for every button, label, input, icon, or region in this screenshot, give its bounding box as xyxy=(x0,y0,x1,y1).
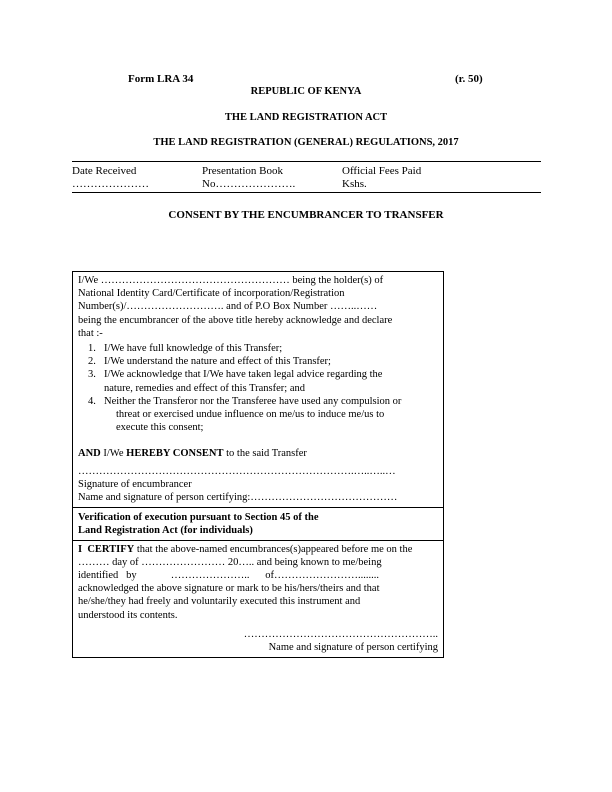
official-fees-label: Official Fees Paid xyxy=(342,165,422,177)
list-item-text: nature, remedies and effect of this Transfer; and xyxy=(104,382,305,394)
list-item-number: 4. xyxy=(88,395,96,407)
date-received-label: Date Received xyxy=(72,165,137,177)
certify-day-line: ……… day of …………………… 20….. and being known to me/being xyxy=(78,556,382,568)
hereby-consent-line xyxy=(78,447,438,460)
form-number: Form LRA 34 xyxy=(128,73,194,85)
declaration-list xyxy=(78,342,438,434)
certify-word: CERTIFY xyxy=(87,543,135,555)
certifier-dotted-line: ……………………………………………….. xyxy=(243,628,438,640)
regulations-heading: THE LAND REGISTRATION (GENERAL) REGULATIONS, 2017 xyxy=(153,137,459,148)
presentation-book-number: No…………………. xyxy=(202,178,296,190)
office-row-bottom-rule xyxy=(72,192,541,193)
rule-reference: (r. 50) xyxy=(455,73,483,85)
official-fees-amount: Kshs. xyxy=(342,178,367,190)
document-title: CONSENT BY THE ENCUMBRANCER TO TRANSFER xyxy=(168,209,444,221)
verification-section xyxy=(73,507,443,539)
id-line: National Identity Card/Certificate of incorporation/Registration xyxy=(78,288,345,300)
list-item xyxy=(78,342,438,355)
presentation-book-label: Presentation Book xyxy=(202,165,283,177)
encumbrancer-signature-label: Signature of encumbrancer xyxy=(78,478,192,490)
and-suffix-text: to the said Transfer xyxy=(223,448,307,460)
consent-form-box xyxy=(72,271,444,658)
certifier-signature-caption: Name and signature of person certifying xyxy=(268,642,438,654)
list-item xyxy=(78,368,438,394)
verification-heading-continued: Land Registration Act (for individuals) xyxy=(78,525,253,537)
list-item xyxy=(78,355,438,368)
certify-section xyxy=(73,540,443,658)
act-heading: THE LAND REGISTRATION ACT xyxy=(224,112,388,123)
verification-heading: Verification of execution pursuant to Section 45 of the xyxy=(78,512,319,524)
certify-line-text: that the above-named encumbrances(s)appeared before me on the xyxy=(134,543,413,555)
certify-understood-line: understood its contents. xyxy=(78,609,178,621)
list-item xyxy=(78,395,438,435)
list-item-text: threat or exercised undue influence on me/us to induce me/us to xyxy=(116,409,385,421)
list-item-text: I/We acknowledge that I/We have taken legal advice regarding the xyxy=(104,369,383,381)
list-item-text: execute this consent; xyxy=(116,422,204,434)
list-item-text: I/We understand the nature and effect of this Transfer; xyxy=(104,356,331,368)
certify-acknowledged-line: acknowledged the above signature or mark to be his/hers/theirs and that xyxy=(78,583,380,595)
and-word: AND xyxy=(78,448,101,460)
date-received-field: ………………… xyxy=(72,178,149,190)
certify-line xyxy=(78,543,438,556)
list-item-text: I/We have full knowledge of this Transfer; xyxy=(104,343,283,355)
that-line: that :- xyxy=(78,327,103,339)
list-item-number: 1. xyxy=(88,343,96,355)
consent-section xyxy=(73,272,443,507)
certify-identified-line: identified by ………………….. of……………………........ xyxy=(78,570,379,582)
number-box-line: Number(s)/………………………. and of P.O Box Number ……..…… xyxy=(78,301,378,313)
list-item-number: 3. xyxy=(88,369,96,381)
declarant-line: I/We ……………………………………………… being the holder(s) of xyxy=(78,275,384,286)
encumbrancer-line: being the encumbrancer of the above title hereby acknowledge and declare xyxy=(78,314,393,326)
certify-i: I xyxy=(78,543,83,555)
office-row-top-rule xyxy=(72,161,541,162)
signature-dotted-line: …………………………………………………………………….…..…..… xyxy=(78,465,396,477)
list-item-number: 2. xyxy=(88,356,96,368)
certify-voluntarily-line: he/she/they had freely and voluntarily executed this instrument and xyxy=(78,596,361,608)
republic-heading: REPUBLIC OF KENYA xyxy=(250,86,362,97)
hereby-consent-text: HEREBY CONSENT xyxy=(126,448,224,460)
list-item-text: Neither the Transferor nor the Transferee have used any compulsion or xyxy=(104,395,402,407)
and-mid-text: I/We xyxy=(100,448,127,460)
certifier-signature-label: Name and signature of person certifying:…………………………………… xyxy=(78,492,398,504)
